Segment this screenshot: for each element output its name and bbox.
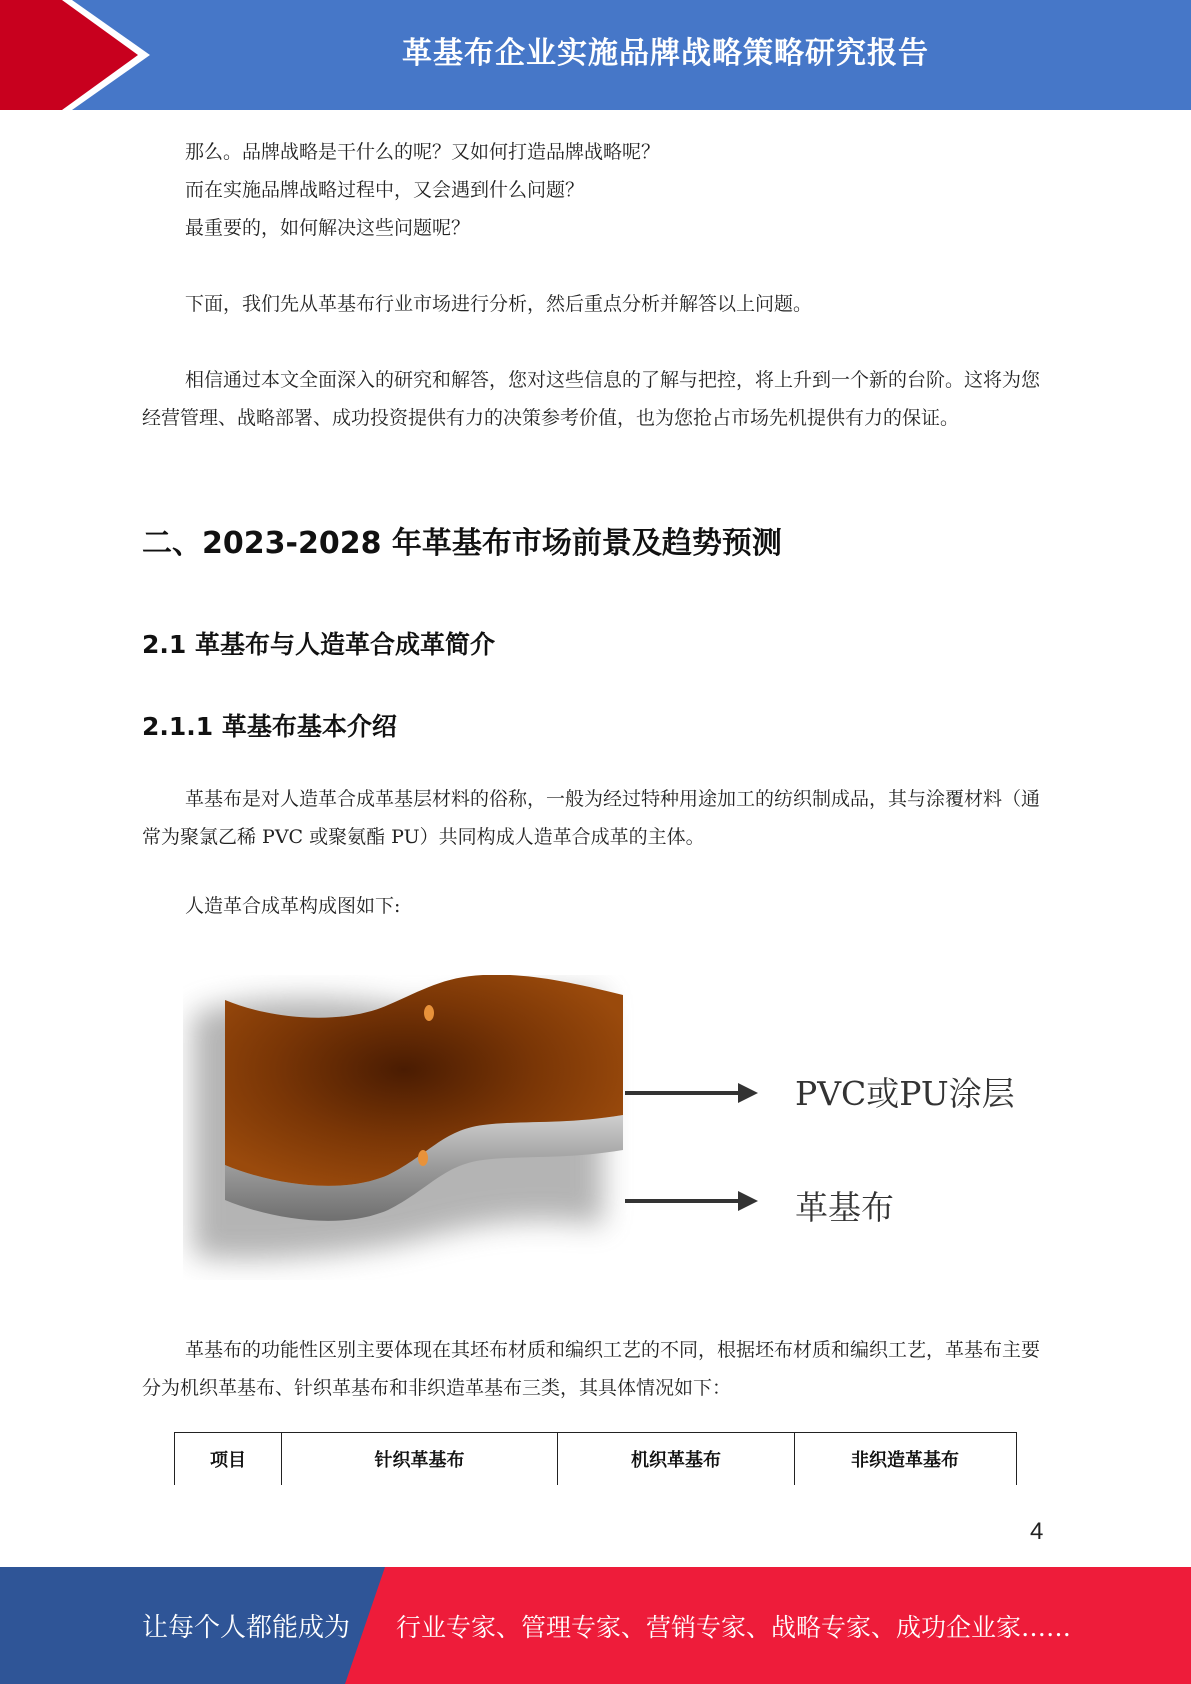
intro-line-1: 那么。品牌战略是干什么的呢？又如何打造品牌战略呢？	[185, 141, 661, 163]
paragraph-belief: 相信通过本文全面深入的研究和解答，您对这些信息的了解与把控，将上升到一个新的台阶。这将为您经营管理、战略部署、成功投资提供有力的决策参考价值，也为您抢占市场先机提供有力的保证。	[142, 369, 1041, 429]
subsubsection-heading: 2.1.1 革基布基本介绍	[142, 712, 397, 741]
paragraph-figure-intro: 人造革合成革构成图如下:	[185, 895, 401, 917]
section-heading: 二、2023-2028 年革基布市场前景及趋势预测	[142, 526, 782, 561]
table-header-item: 项目	[175, 1433, 282, 1485]
page-number: 4	[1030, 1518, 1044, 1545]
report-title: 革基布企业实施品牌战略策略研究报告	[402, 36, 929, 71]
footer-slogan-left: 让每个人都能成为	[142, 1613, 351, 1643]
intro-line-3: 最重要的，如何解决这些问题呢？	[185, 217, 471, 239]
header-arrow-decoration	[0, 0, 160, 110]
paragraph-next-steps: 下面，我们先从革基布行业市场进行分析，然后重点分析并解答以上问题。	[185, 293, 813, 315]
intro-line-2: 而在实施品牌战略过程中，又会遇到什么问题？	[185, 179, 585, 201]
leather-composition-figure	[183, 975, 1023, 1280]
table-header-woven: 机织革基布	[558, 1433, 795, 1485]
paragraph-definition: 革基布是对人造革合成革基层材料的俗称，一般为经过特种用途加工的纺织制成品，其与涂覆材料（通常为聚氯乙稀 PVC 或聚氨酯 PU）共同构成人造革合成革的主体。	[142, 788, 1041, 848]
table-header-knitted: 针织革基布	[282, 1433, 558, 1485]
footer-slogan-right: 行业专家、管理专家、营销专家、战略专家、成功企业家……	[396, 1612, 1072, 1642]
classification-table	[174, 1432, 1017, 1485]
page-footer-banner	[0, 1567, 1191, 1684]
leather-layers-illustration	[183, 975, 1023, 1280]
paragraph-classification: 革基布的功能性区别主要体现在其坯布材质和编织工艺的不同，根据坯布材质和编织工艺，革基布主要分为机织革基布、针织革基布和非织造革基布三类，其具体情况如下：	[142, 1339, 1041, 1399]
page-header-banner	[0, 0, 1191, 110]
subsection-heading: 2.1 革基布与人造革合成革简介	[142, 630, 495, 659]
label-coating-layer: PVC或PU涂层	[795, 1074, 1015, 1113]
table-header-nonwoven: 非织造革基布	[851, 1450, 959, 1471]
label-base-fabric: 革基布	[795, 1188, 894, 1227]
